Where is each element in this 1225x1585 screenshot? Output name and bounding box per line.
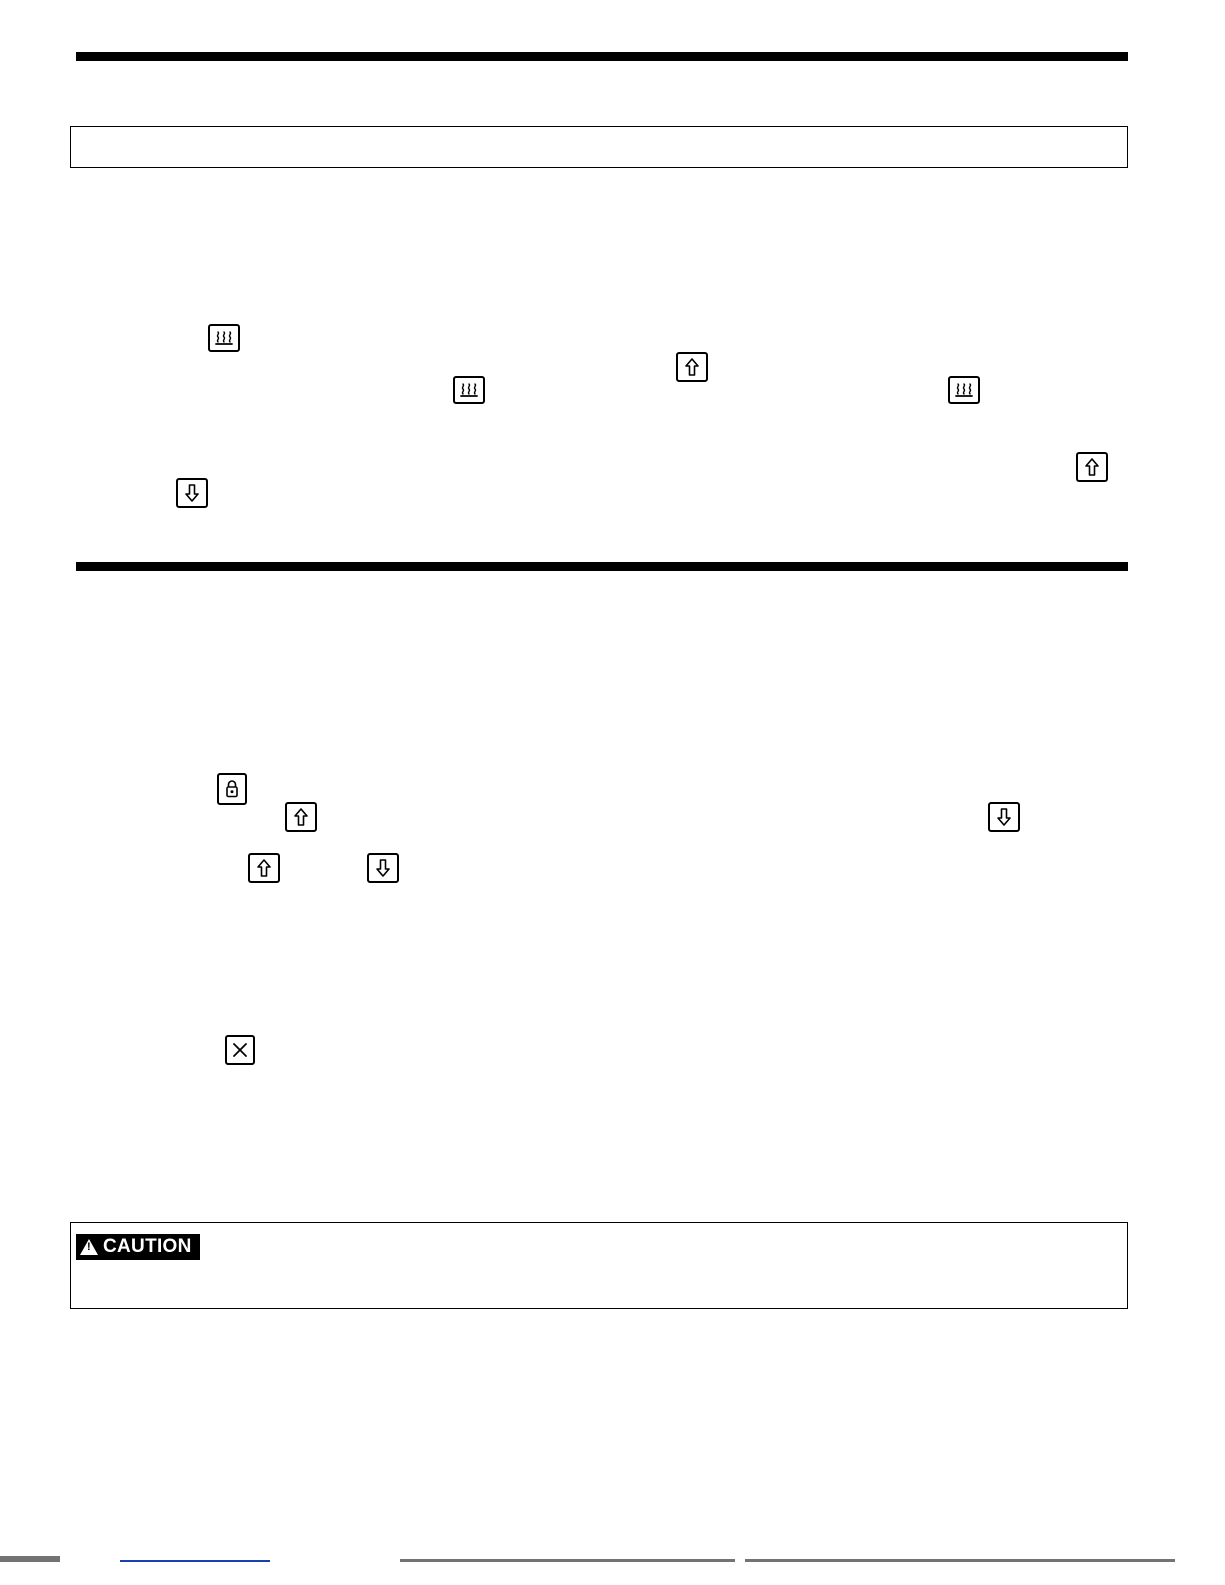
defrost-icon	[208, 324, 240, 352]
footer-mark-left	[0, 1556, 60, 1562]
close-x-icon	[225, 1035, 255, 1065]
section-divider-middle	[76, 562, 1128, 571]
defrost-icon	[948, 376, 980, 404]
up-arrow-icon	[676, 352, 708, 382]
section-heading-box	[70, 126, 1128, 168]
down-arrow-icon	[367, 853, 399, 883]
up-arrow-icon	[285, 802, 317, 832]
footer-mark-right	[745, 1559, 1175, 1562]
caution-box	[70, 1222, 1128, 1309]
warning-triangle-icon	[80, 1239, 98, 1255]
down-arrow-icon	[176, 478, 208, 508]
lock-icon	[217, 773, 247, 805]
defrost-icon	[453, 376, 485, 404]
up-arrow-icon	[248, 853, 280, 883]
footer-mark-center	[400, 1559, 735, 1562]
up-arrow-icon	[1076, 452, 1108, 482]
caution-label: CAUTION	[103, 1236, 192, 1257]
section-divider-top	[76, 52, 1128, 61]
footer-link-underline[interactable]	[120, 1560, 270, 1562]
down-arrow-icon	[988, 802, 1020, 832]
caution-banner	[76, 1234, 200, 1260]
